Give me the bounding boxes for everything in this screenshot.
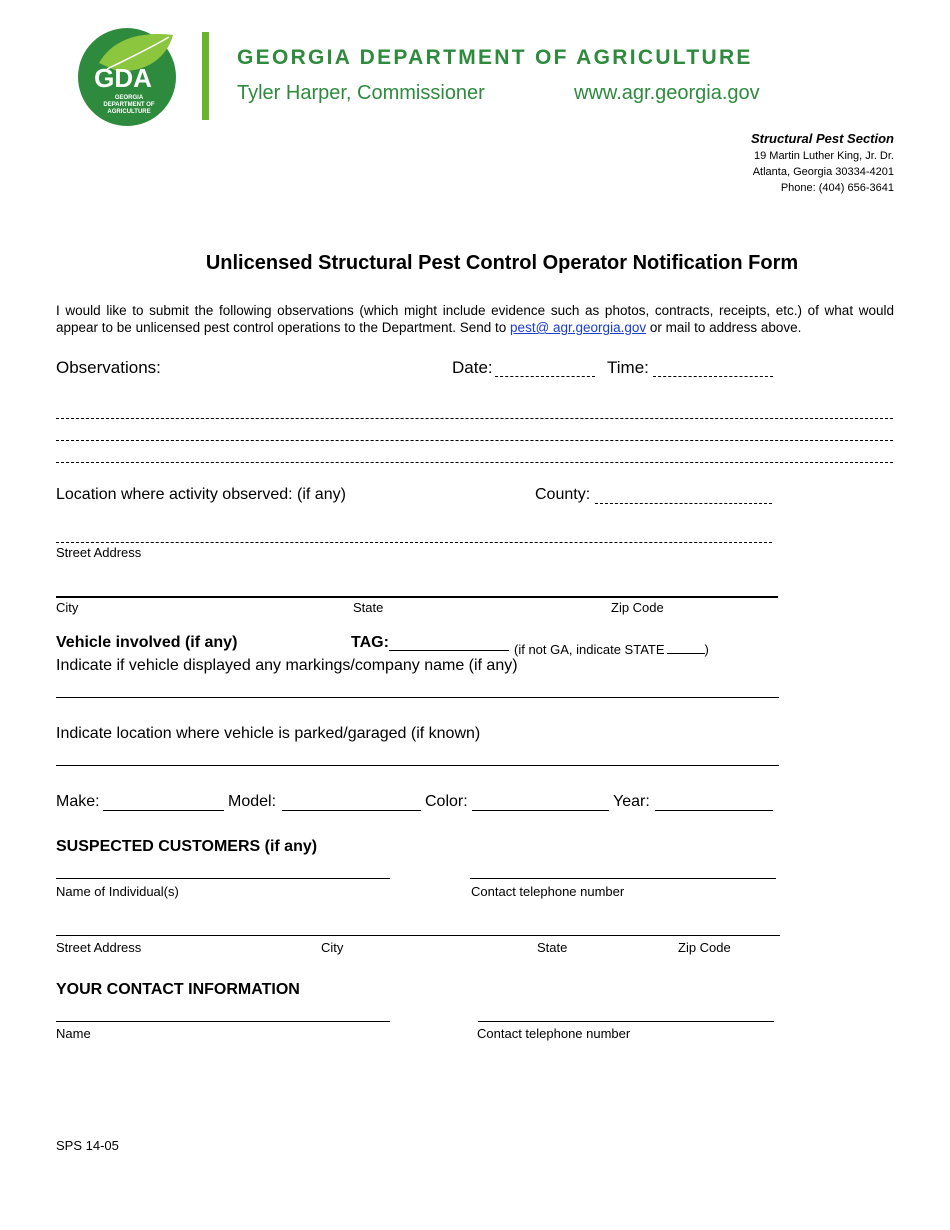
your-phone-field[interactable] — [478, 1021, 774, 1022]
header-divider — [202, 32, 209, 120]
vehicle-label: Vehicle involved (if any) — [56, 634, 238, 651]
time-field[interactable] — [653, 376, 773, 377]
date-field[interactable] — [495, 376, 595, 377]
customer-address-field[interactable] — [56, 935, 780, 936]
parked-field[interactable] — [56, 765, 779, 766]
svg-text:GDA: GDA — [94, 63, 152, 93]
city-label: City — [56, 600, 79, 615]
form-title: Unlicensed Structural Pest Control Operator Notification Form — [205, 252, 799, 274]
name-label: Name — [56, 1026, 91, 1041]
gda-logo — [77, 27, 177, 127]
model-field[interactable] — [282, 810, 421, 811]
year-field[interactable] — [655, 810, 773, 811]
individual-label: Name of Individual(s) — [56, 884, 179, 899]
model-label: Model: — [228, 793, 277, 810]
observations-line-3[interactable] — [56, 462, 893, 463]
tag-state-field[interactable] — [667, 637, 705, 654]
state-label: State — [353, 600, 384, 615]
email-link[interactable]: pest@ agr.georgia.gov — [510, 320, 647, 335]
cust-zip-label: Zip Code — [678, 940, 731, 955]
observations-line-1[interactable] — [56, 418, 893, 419]
intro-paragraph: I would like to submit the following observations (which might include evidence such as photos, contracts, receipts, etc.) of what would appear to be unlicensed pest control operations to the Department. Send to pest@ agr.georgia.gov or mail to address above. — [56, 303, 894, 335]
tag-label: TAG: — [351, 634, 389, 651]
form-code: SPS 14-05 — [56, 1138, 119, 1153]
section-name: Structural Pest Section — [750, 131, 894, 146]
tag-note: (if not GA, indicate STATE ) — [514, 637, 709, 657]
individual-name-field[interactable] — [56, 878, 390, 879]
svg-text:DEPARTMENT OF: DEPARTMENT OF — [103, 102, 155, 108]
city-state-zip-field[interactable] — [56, 596, 778, 598]
street-address-label: Street Address — [56, 545, 142, 560]
cust-city-label: City — [321, 940, 344, 955]
observations-line-2[interactable] — [56, 440, 893, 441]
address-street: 19 Martin Luther King, Jr. Dr. — [753, 150, 894, 162]
your-phone-label: Contact telephone number — [477, 1026, 631, 1041]
make-label: Make: — [56, 793, 100, 810]
markings-field[interactable] — [56, 697, 779, 698]
color-field[interactable] — [472, 810, 609, 811]
color-label: Color: — [425, 793, 468, 810]
street-address-field[interactable] — [56, 542, 772, 543]
website-link[interactable]: www.agr.georgia.gov — [574, 82, 760, 104]
department-name: GEORGIA DEPARTMENT OF AGRICULTURE — [237, 46, 753, 69]
cust-state-label: State — [537, 940, 568, 955]
time-label: Time: — [607, 358, 649, 377]
customers-heading: SUSPECTED CUSTOMERS (if any) — [56, 838, 318, 855]
make-field[interactable] — [103, 810, 224, 811]
observations-label: Observations: — [56, 358, 161, 377]
year-label: Year: — [613, 793, 650, 810]
address-phone: Phone: (404) 656-3641 — [780, 182, 894, 194]
parked-label: Indicate location where vehicle is parked/garaged (if known) — [56, 725, 481, 742]
your-name-field[interactable] — [56, 1021, 390, 1022]
cust-street-label: Street Address — [56, 940, 142, 955]
address-city: Atlanta, Georgia 30334-4201 — [752, 166, 894, 178]
county-field[interactable] — [595, 503, 772, 504]
contact-phone-label: Contact telephone number — [471, 884, 625, 899]
county-label: County: — [535, 486, 591, 503]
svg-text:GEORGIA: GEORGIA — [114, 95, 144, 101]
section-address — [751, 130, 894, 196]
location-label: Location where activity observed: (if any) — [56, 486, 346, 503]
your-contact-heading: YOUR CONTACT INFORMATION — [56, 981, 300, 998]
svg-text:AGRICULTURE: AGRICULTURE — [107, 109, 151, 115]
customer-phone-field[interactable] — [470, 878, 776, 879]
tag-field[interactable] — [389, 650, 509, 651]
zip-label: Zip Code — [611, 600, 664, 615]
date-label: Date: — [452, 358, 493, 377]
markings-label: Indicate if vehicle displayed any markings/company name (if any) — [56, 657, 518, 674]
commissioner-name: Tyler Harper, Commissioner — [237, 82, 485, 104]
